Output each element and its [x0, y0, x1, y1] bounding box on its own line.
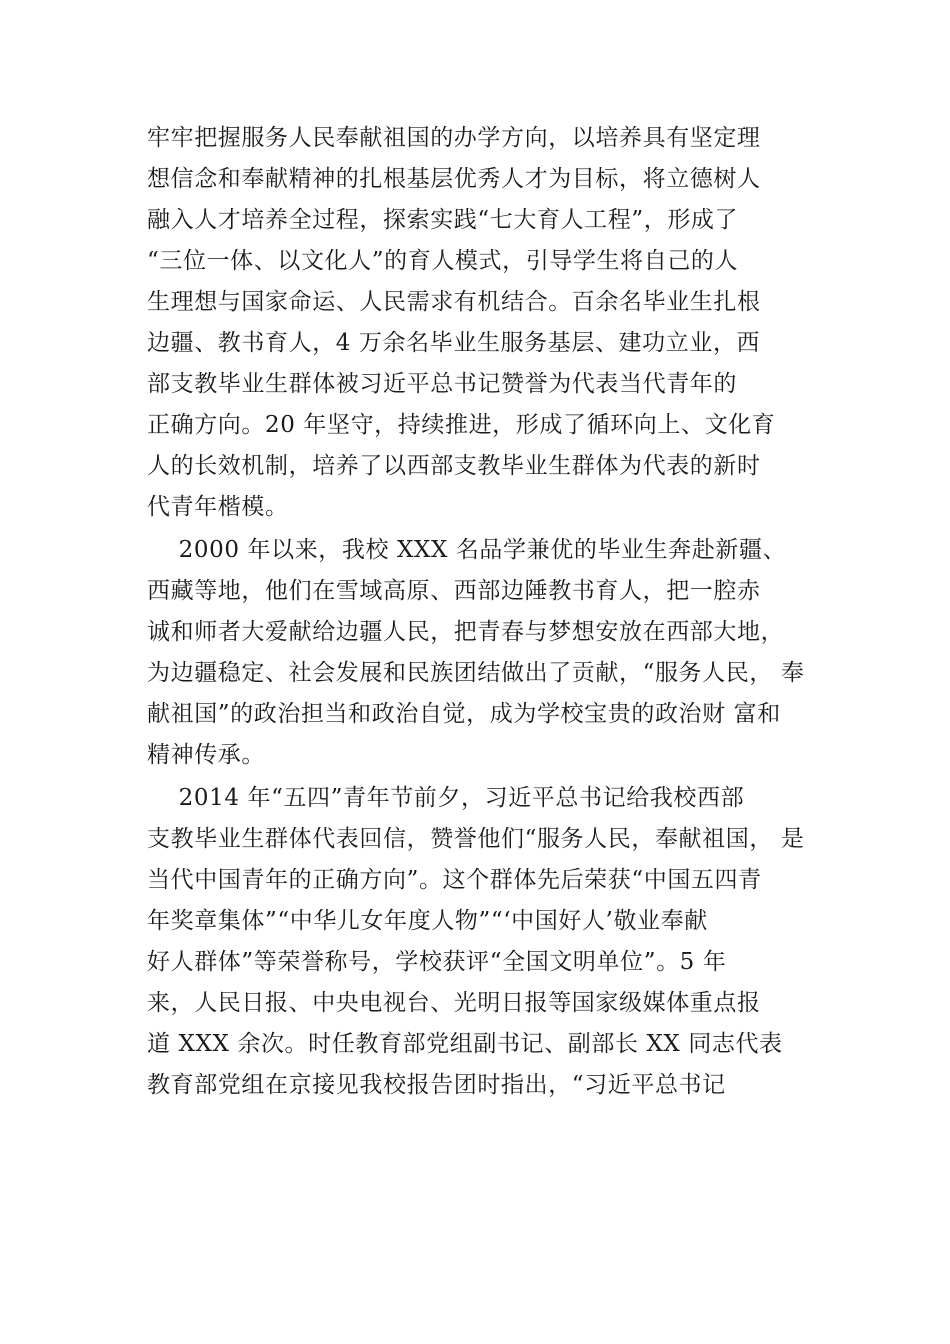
paragraph-3 — [147, 778, 847, 1106]
text-line: 2000 年以来，我校 XXX 名品学兼优的毕业生奔赴新疆、 — [147, 537, 787, 563]
text-line: 当代中国青年的正确方向”。这个群体先后荣获“中国五四青 — [147, 867, 762, 893]
text-line: 边疆、教书育人，4 万余名毕业生服务基层、建功立业，西 — [147, 330, 761, 356]
text-line: 西藏等地，他们在雪域高原、西部边陲教书育人，把一腔赤 — [147, 578, 761, 604]
paragraph-2 — [147, 530, 847, 776]
text-line: 来，人民日报、中央电视台、光明日报等国家级媒体重点报 — [147, 990, 761, 1016]
text-line: 融入人才培养全过程，探索实践“七大育人工程”，形成了 — [147, 207, 739, 233]
text-line: 2014 年“五四”青年节前夕，习近平总书记给我校西部 — [147, 785, 745, 811]
text-line: “三位一体、以文化人”的育人模式，引导学生将自己的人 — [147, 248, 739, 274]
text-line: 好人群体”等荣誉称号，学校获评“全国文明单位”。5 年 — [147, 949, 727, 975]
text-line: 部支教毕业生群体被习近平总书记赞誉为代表当代青年的 — [147, 371, 737, 397]
text-line: 年奖章集体”“中华儿女年度人物”“‘中国好人’敬业奉献 — [147, 908, 708, 934]
text-line: 诚和师者大爱献给边疆人民，把青春与梦想安放在西部大地， — [147, 619, 785, 645]
text-line: 精神传承。 — [147, 742, 265, 768]
text-line: 想信念和奉献精神的扎根基层优秀人才为目标，将立德树人 — [147, 166, 761, 192]
text-line: 支教毕业生群体代表回信，赞誉他们“服务人民，奉献祖国， 是 — [147, 826, 805, 852]
text-line: 人的长效机制，培养了以西部支教毕业生群体为代表的新时 — [147, 453, 761, 479]
text-line: 代青年楷模。 — [147, 494, 289, 520]
paragraph-1 — [147, 118, 847, 528]
text-line: 为边疆稳定、社会发展和民族团结做出了贡献，“服务人民， 奉 — [147, 660, 805, 686]
text-line: 教育部党组在京接见我校报告团时指出，“习近平总书记 — [147, 1072, 726, 1098]
text-line: 正确方向。20 年坚守，持续推进，形成了循环向上、文化育 — [147, 412, 776, 438]
document-body — [147, 118, 847, 1106]
text-line: 献祖国”的政治担当和政治自觉，成为学校宝贵的政治财 富和 — [147, 701, 781, 727]
text-line: 道 XXX 余次。时任教育部党组副书记、副部长 XX 同志代表 — [147, 1031, 783, 1057]
text-line: 牢牢把握服务人民奉献祖国的办学方向，以培养具有坚定理 — [147, 125, 761, 151]
text-line: 生理想与国家命运、人民需求有机结合。百余名毕业生扎根 — [147, 289, 761, 315]
